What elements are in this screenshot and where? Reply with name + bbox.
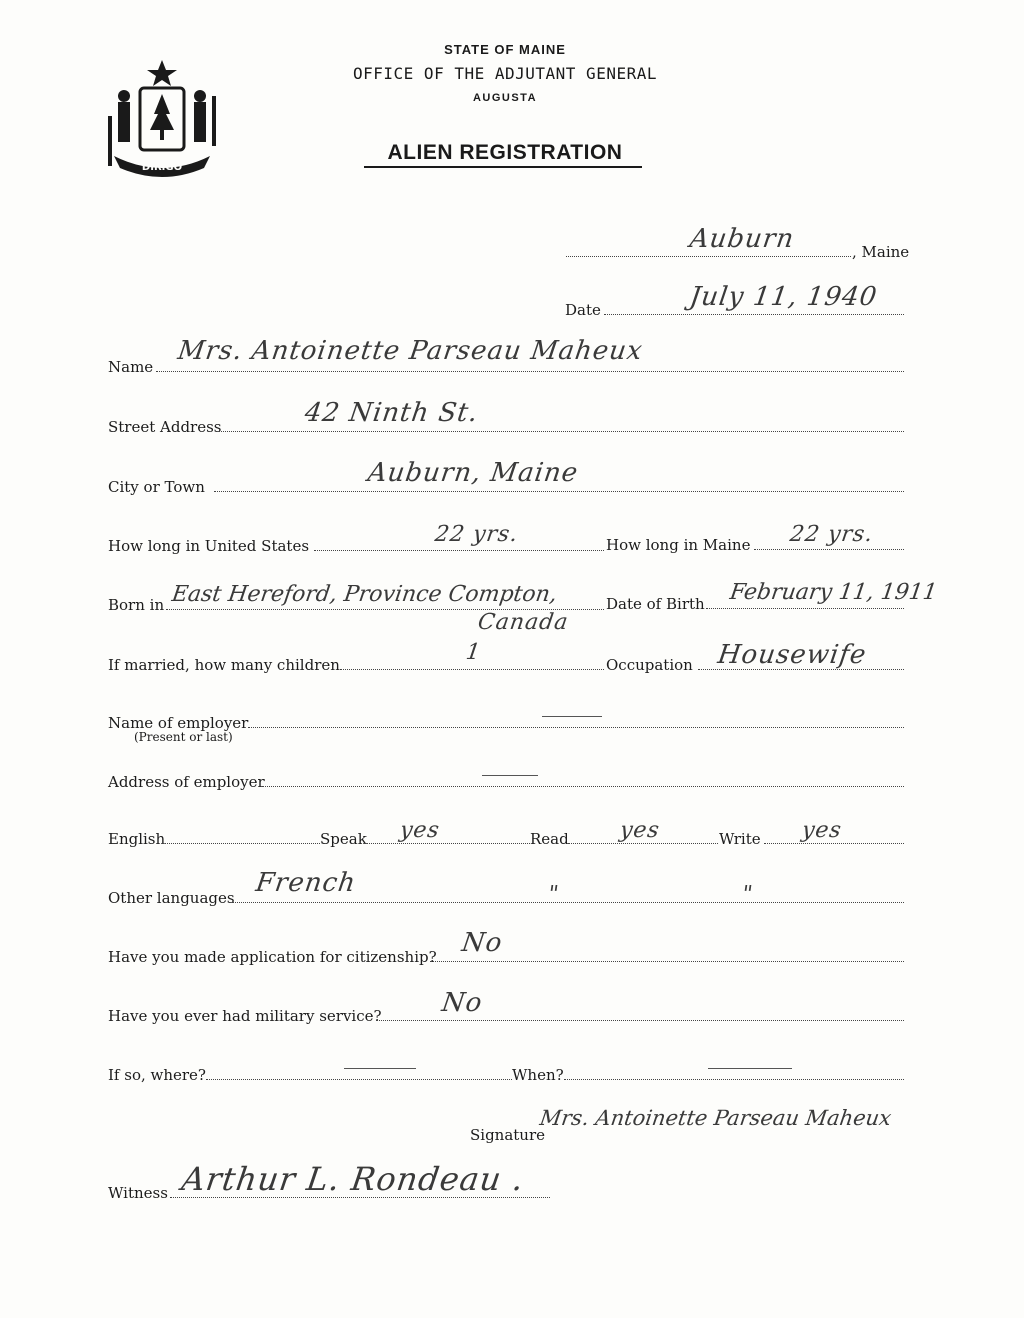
- where-label: If so, where?: [108, 1066, 206, 1084]
- employer-address-dash: [482, 775, 538, 776]
- date-of-birth-value: February 11, 1911: [728, 580, 939, 605]
- born-in-label: Born in: [108, 596, 165, 614]
- born-in-value-line2: Canada: [476, 610, 571, 635]
- witness-label: Witness: [108, 1184, 168, 1202]
- other-languages-value: French: [253, 868, 359, 898]
- date-of-birth-label: Date of Birth: [606, 595, 705, 613]
- write-line: [764, 843, 904, 844]
- speak-value: yes: [398, 818, 442, 843]
- street-line: [219, 431, 904, 432]
- when-dash: [708, 1068, 792, 1069]
- other-languages-ditto-2: ": [740, 882, 755, 907]
- when-line: [564, 1079, 904, 1080]
- street-label: Street Address: [108, 418, 222, 436]
- place-value: Auburn: [687, 224, 797, 254]
- speak-line: [364, 843, 530, 844]
- city-line: [214, 491, 904, 492]
- other-languages-label: Other languages: [108, 889, 235, 907]
- date-line: [604, 314, 904, 315]
- citizenship-line: [430, 961, 904, 962]
- how-long-us-value: 22 yrs.: [433, 522, 520, 547]
- place-line: [566, 256, 851, 257]
- form-title: ALIEN REGISTRATION: [387, 141, 623, 164]
- military-line: [376, 1020, 904, 1021]
- when-label: When?: [512, 1066, 564, 1084]
- military-value: No: [439, 988, 485, 1018]
- state-seal-icon: [104, 56, 220, 180]
- children-label: If married, how many children: [108, 656, 340, 674]
- other-languages-ditto-1: ": [546, 882, 561, 907]
- occupation-label: Occupation: [606, 656, 693, 674]
- where-line: [206, 1079, 512, 1080]
- signature-label: Signature: [470, 1126, 546, 1144]
- name-line: [156, 371, 904, 372]
- employer-sub-label: (Present or last): [134, 730, 233, 744]
- svg-text:DIRIGO: DIRIGO: [141, 162, 183, 173]
- write-label: Write: [719, 830, 761, 848]
- date-value: July 11, 1940: [687, 282, 880, 312]
- city-heading: AUGUSTA: [472, 92, 538, 104]
- other-languages-line: [232, 902, 904, 903]
- read-line: [568, 843, 718, 844]
- write-value: yes: [800, 818, 844, 843]
- born-in-value: East Hereford, Province Compton,: [170, 582, 559, 607]
- english-line: [162, 843, 320, 844]
- citizenship-label: Have you made application for citizenship?: [108, 948, 437, 966]
- employer-name-label: Name of employer: [108, 714, 249, 732]
- name-label: Name: [108, 358, 154, 376]
- maine-label: , Maine: [852, 243, 910, 261]
- how-long-us-label: How long in United States: [108, 537, 310, 555]
- employer-name-dash: [542, 716, 602, 717]
- read-label: Read: [530, 830, 569, 848]
- state-heading: STATE OF MAINE: [444, 42, 566, 57]
- children-line: [340, 669, 604, 670]
- speak-label: Speak: [320, 830, 367, 848]
- how-long-maine-label: How long in Maine: [606, 536, 751, 554]
- how-long-us-line: [314, 550, 604, 551]
- date-of-birth-line: [706, 608, 904, 609]
- date-label: Date: [565, 301, 601, 319]
- witness-value: Arthur L. Rondeau .: [179, 1160, 527, 1198]
- english-label: English: [108, 830, 166, 848]
- title-underline: [364, 166, 642, 168]
- signature-value: Mrs. Antoinette Parseau Maheux: [538, 1106, 893, 1130]
- how-long-maine-value: 22 yrs.: [788, 522, 875, 547]
- military-label: Have you ever had military service?: [108, 1007, 382, 1025]
- citizenship-value: No: [459, 928, 505, 958]
- employer-address-label: Address of employer: [108, 773, 265, 791]
- read-value: yes: [618, 818, 662, 843]
- street-value: 42 Ninth St.: [302, 398, 481, 428]
- name-value: Mrs. Antoinette Parseau Maheux: [175, 336, 645, 366]
- where-dash: [344, 1068, 416, 1069]
- occupation-value: Housewife: [715, 640, 869, 670]
- city-value: Auburn, Maine: [365, 458, 581, 488]
- children-value: 1: [464, 640, 483, 665]
- employer-address-line: [262, 786, 904, 787]
- employer-name-line: [248, 727, 904, 728]
- office-heading: OFFICE OF THE ADJUTANT GENERAL: [353, 64, 657, 83]
- how-long-maine-line: [754, 549, 904, 550]
- city-label: City or Town: [108, 478, 205, 496]
